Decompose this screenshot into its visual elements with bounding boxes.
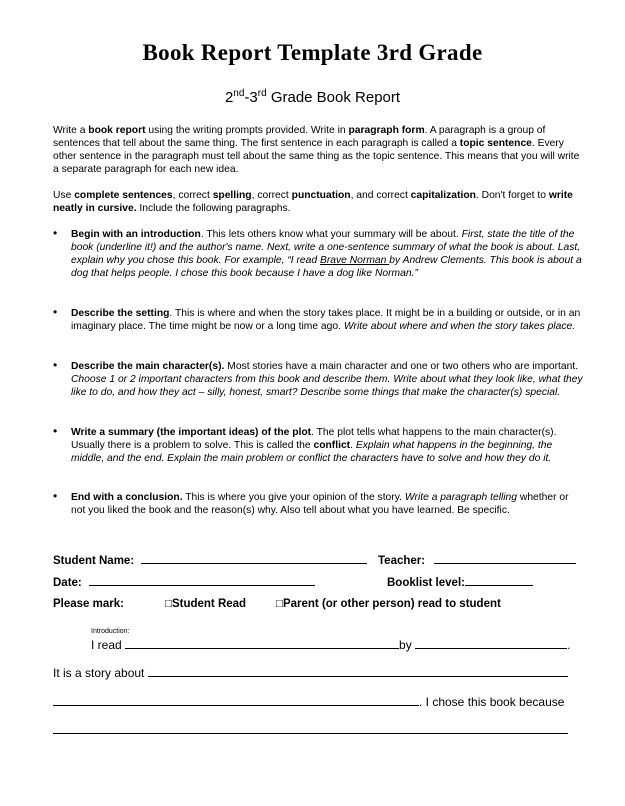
checkbox-icon[interactable]: □ [276, 598, 283, 610]
subtitle-sup-nd: nd [233, 88, 245, 99]
list-item-text [71, 492, 569, 516]
page-subtitle [0, 88, 625, 106]
text-run: , correct [251, 190, 292, 201]
text-run: Write a paragraph telling [404, 492, 518, 503]
subtitle-post: Grade Book Report [266, 89, 401, 106]
text-run: . The plot tells what happens to the main character(s). Usually there is a problem to solve. This is called the [71, 427, 557, 451]
list-item-text [71, 361, 583, 398]
text-run: Explain what happens in the beginning, the middle, and the end. Explain the main problem or conflict the characters have to solve and how they do it. [71, 440, 553, 464]
text-run: . A paragraph is a group of sentences that tell about the same thing. The first sentence in each paragraph is called a [53, 125, 546, 149]
i-read-row [91, 637, 570, 652]
text-run: Write a summary (the important ideas) of the plot [71, 427, 312, 438]
teacher-row [378, 552, 576, 567]
date-label: Date: [53, 577, 82, 589]
text-run: paragraph form [348, 125, 425, 136]
text-run: First, state the title of the book (underline it!) and the author's name. Next, write a one-sentence summary of what the book is about. Last, explain why you chose this book. For example, “I read [71, 229, 581, 266]
subtitle-mid: -3 [244, 89, 258, 106]
text-run: . Every other sentence in the paragraph must tell about the same thing as the topic sentence. This means that you will write a separate paragraph for each new idea. [53, 138, 580, 175]
text-run: using the writing prompts provided. Write in [145, 125, 349, 136]
text-run: by Andrew Clements. This book is about a dog that helps people. I chose this book because I have a dog like Norman.” [71, 255, 582, 279]
bullet-icon: • [53, 489, 58, 503]
text-run: Begin with an introduction [71, 229, 201, 240]
list-item [53, 228, 583, 280]
text-run: . Don't forget to [475, 190, 549, 201]
list-item-text [71, 308, 580, 332]
please-mark-row [53, 598, 124, 610]
please-mark-label: Please mark: [53, 598, 124, 610]
student-name-label: Student Name: [53, 555, 135, 567]
subtitle-pre: 2 [224, 89, 234, 106]
text-run: Write about where and when the story takes place. [343, 321, 576, 332]
text-run: Write a [53, 125, 89, 136]
author-field[interactable] [415, 637, 567, 649]
subtitle-sup-rd: rd [257, 88, 267, 99]
text-run: , correct [172, 190, 213, 201]
by-label: by [399, 638, 412, 652]
text-run: Describe the main character(s). [71, 361, 225, 372]
list-item [53, 491, 583, 517]
i-read-label: I read [91, 638, 122, 652]
student-read-label: Student Read [171, 598, 247, 610]
reason-line-field[interactable] [53, 722, 568, 734]
text-run: conflict [313, 440, 351, 451]
text-run: . This lets others know what your summary will be about. [200, 229, 462, 240]
i-read-period: . [567, 638, 571, 652]
introduction-small-label: Introduction: [91, 628, 130, 635]
teacher-label: Teacher: [378, 555, 426, 567]
text-run: Include the following paragraphs. [136, 203, 291, 214]
booklist-row [387, 574, 533, 589]
list-item-text [71, 427, 556, 464]
text-run: Brave Norman [319, 255, 390, 266]
text-run: whether or not you liked the book and the reason(s) why. Also tell about what you have learned. Be specific. [71, 492, 569, 516]
chose-because-label: . I chose this book because [419, 695, 565, 709]
checkbox-icon[interactable]: □ [165, 598, 172, 610]
text-run: End with a conclusion. [71, 492, 183, 503]
bullet-icon: • [53, 226, 58, 240]
text-run: spelling [212, 190, 252, 201]
student-name-row [53, 552, 367, 567]
intro-paragraph-2 [53, 189, 583, 215]
list-item [53, 360, 583, 399]
story-about-row [53, 665, 568, 680]
list-item [53, 426, 583, 465]
bullet-icon: • [53, 305, 58, 319]
text-run: topic sentence [459, 138, 532, 149]
student-name-field[interactable] [141, 552, 367, 564]
text-run: , and correct [350, 190, 411, 201]
teacher-field[interactable] [434, 552, 576, 564]
list-item-text [71, 229, 582, 279]
reason-row [53, 722, 568, 737]
parent-read-option[interactable] [276, 598, 501, 610]
text-run: Choose 1 or 2 important characters from this book and describe them. Write about what they look like, what they like to do, and how they act – silly, honest, smart? Describe some things that make the character(s) special. [71, 374, 583, 398]
text-run: punctuation [291, 190, 351, 201]
story-about-field[interactable] [148, 665, 568, 677]
parent-read-label: Parent (or other person) read to student [282, 598, 501, 610]
bullet-icon: • [53, 358, 58, 372]
list-item [53, 307, 583, 333]
text-run: capitalization [410, 190, 476, 201]
date-row [53, 574, 315, 589]
bullet-icon: • [53, 424, 58, 438]
text-run: Use [53, 190, 75, 201]
text-run: complete sentences [74, 190, 173, 201]
page-title: Book Report Template 3rd Grade [142, 40, 483, 65]
date-field[interactable] [89, 574, 315, 586]
booklist-field[interactable] [465, 574, 533, 586]
summary-line-field[interactable] [53, 694, 419, 706]
booklist-label: Booklist level: [387, 577, 465, 589]
text-run: Describe the setting [71, 308, 170, 319]
chose-because-row [53, 694, 564, 709]
text-run: Most stories have a main character and one or two others who are important. [224, 361, 579, 372]
book-title-field[interactable] [125, 637, 399, 649]
text-run: write neatly in cursive. [53, 190, 573, 214]
intro-paragraph-1 [53, 124, 583, 176]
text-run: . This is where and when the story takes place. It might be in a building or outside, or in an imaginary place. The time might be now or a long time ago. [71, 308, 581, 332]
text-run: book report [88, 125, 146, 136]
student-read-option[interactable] [165, 598, 246, 610]
story-about-label: It is a story about [53, 666, 145, 680]
text-run: This is where you give your opinion of the story. [182, 492, 405, 503]
text-run: . [350, 440, 356, 451]
